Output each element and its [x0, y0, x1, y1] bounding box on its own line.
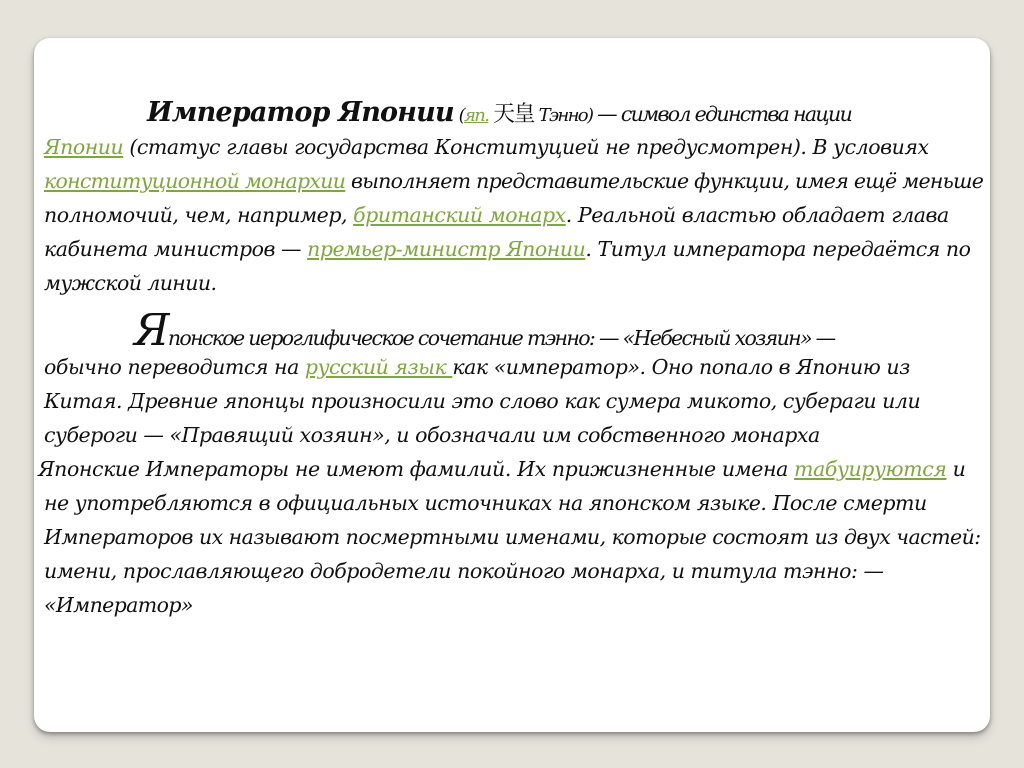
para1-line-5-rest: . Титул императора передаётся по	[585, 237, 971, 261]
para2-line-6	[44, 486, 984, 520]
para1-line-4-pre: полномочий, чем, например,	[44, 203, 354, 227]
slide	[34, 38, 990, 732]
para2-line-3-text: Китая. Древние японцы произносили это слово как сумера микото, субераги или	[44, 389, 921, 413]
para1-line-5-pre: кабинета министров —	[44, 237, 308, 261]
reading-text: Тэнно)	[538, 105, 593, 126]
para2-line-1	[134, 305, 1024, 356]
para1-line-2-rest: (статус главы государства Конституцией не предусмотрен). В условиях	[123, 135, 929, 159]
paren-open: (	[458, 105, 465, 126]
para2-line-8-text: имени, прославляющего добродетели покойного монарха, и титула тэнно: —	[44, 559, 884, 583]
para1-line-6	[44, 266, 984, 300]
british-monarch-link[interactable]: британский монарх	[353, 203, 566, 227]
para2-line-2-rest: как «император». Оно попало в Японию из	[452, 355, 910, 379]
prime-minister-link[interactable]: премьер-министр Японии	[307, 237, 586, 261]
para2-line-5-pre: Японские Императоры не имеют фамилий. Их прижизненные имена	[38, 457, 795, 481]
para2-line-4	[44, 418, 984, 452]
para1-line-2	[44, 130, 984, 164]
para1-line-4-rest: . Реальной властью обладает глава	[565, 203, 949, 227]
para2-line-7-text: Императоров их называют посмертными именами, которые состоят из двух частей:	[44, 525, 981, 549]
drop-cap: Я	[134, 305, 168, 356]
para1-line-1	[147, 96, 1024, 130]
para1-line-3	[44, 164, 984, 198]
para2-line-6-text: не употребляются в официальных источниках на японском языке. После смерти	[44, 491, 927, 515]
para2-line-1-rest: понское иероглифическое сочетание тэнно: — «Небесный хозяин» —	[167, 326, 835, 350]
para2-line-5-rest: и	[946, 457, 966, 481]
para2-line-3	[44, 384, 984, 418]
tabooed-link[interactable]: табуируются	[794, 457, 947, 481]
para1-line-5	[44, 232, 984, 266]
para2-line-4-text: суберoги — «Правящий хозяин», и обозначали им собственного монарха	[44, 423, 820, 447]
para2-line-9	[44, 588, 984, 622]
abbr-link[interactable]: яп.	[464, 105, 489, 126]
para2-line-2	[44, 350, 984, 384]
para1-line-1-rest: — символ единства нации	[592, 102, 852, 126]
japan-link[interactable]: Японии	[44, 135, 124, 159]
para2-line-7	[44, 520, 984, 554]
article-title: Император Японии	[147, 97, 454, 128]
para1-line-4	[44, 198, 984, 232]
para2-line-5	[38, 452, 978, 486]
kanji-text: 天皇	[493, 102, 534, 127]
para2-line-9-text: «Император»	[44, 593, 193, 617]
para1-line-6-text: мужской линии.	[44, 271, 217, 295]
article-text	[38, 97, 984, 617]
russian-language-link[interactable]: русский язык	[304, 355, 453, 379]
constitutional-monarchy-link[interactable]: конституционной монархии	[44, 169, 346, 193]
para2-line-8	[44, 554, 984, 588]
para1-line-3-rest: выполняет представительские функции, имея ещё меньше	[345, 169, 984, 193]
para2-line-2-pre: обычно переводится на	[44, 355, 305, 379]
